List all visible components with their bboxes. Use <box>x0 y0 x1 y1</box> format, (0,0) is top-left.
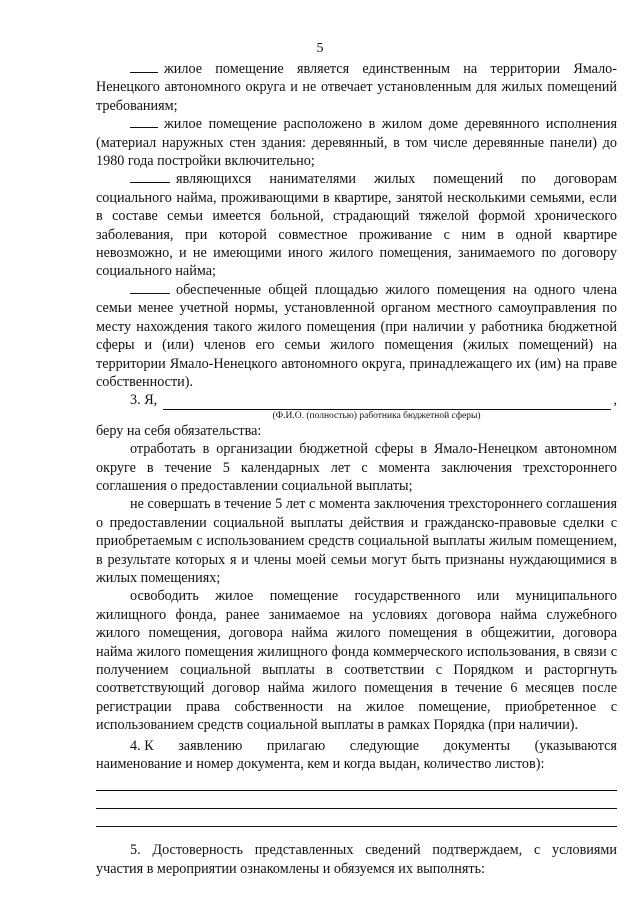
checkbox-blank[interactable] <box>130 60 158 73</box>
criterion-paragraph <box>96 281 617 391</box>
section4-word: 4. К <box>130 737 154 754</box>
documents-input-line[interactable] <box>96 791 617 809</box>
obligations-intro: беру на себя обязательства: <box>96 422 262 439</box>
criterion-text: жилое помещение расположено в жилом доме деревянного исполнения (материал наружных стен здания: деревянный, в том числе деревянные панели) до 1980 года постройки включительно; <box>96 116 617 170</box>
obligation-paragraph: не совершать в течение 5 лет с момента заключения трехстороннего соглашения о предоставлении социальной выплаты действия и гражданско-правовые сделки с приобретаемым с использованием средств социальной выплаты жилым помещением, в результате которых я и члены моей семьи могут быть признаны нуждающимися в жилых помещениях; <box>96 496 617 586</box>
criterion-paragraph <box>96 170 617 280</box>
section4 <box>96 737 617 828</box>
fio-line <box>96 391 617 409</box>
obligation-paragraph: отработать в организации бюджетной сферы в Ямало-Ненецком автономном округе в течение 5 календарных лет с момента заключения трехстороннего соглашения о предоставлении социальной выплаты; <box>96 441 617 494</box>
section4-word: документы <box>443 737 511 754</box>
section4-word: следующие <box>349 737 419 754</box>
section5 <box>96 841 617 878</box>
section5-text: 5. Достоверность представленных сведений подтверждаем, с условиями участия в мероприятии ознакомлены и обязуемся их выполнять: <box>96 842 617 877</box>
section4-word: заявлению <box>178 737 243 754</box>
section4-word: прилагаю <box>266 737 326 754</box>
section3-label: 3. Я, <box>130 392 158 409</box>
criterion-text: обеспеченные общей площадью жилого помещения на одного члена семьи менее учетной нормы, установленной органом местного самоуправления по месту нахождения такого жилого помещения (при наличии у работника бюджетной сферы и (или) членов его семьи жилого помещения (жилых помещений) на территории Ямало-Ненецкого автономного округа, принадлежащего их (им) на праве собственности). <box>96 281 617 390</box>
page-number: 5 <box>316 41 324 56</box>
fio-input-line[interactable] <box>163 395 611 410</box>
documents-input-line[interactable] <box>96 773 617 791</box>
checkbox-blank[interactable] <box>130 115 158 128</box>
checkbox-blank[interactable] <box>130 170 170 183</box>
section4-first-line <box>96 737 617 755</box>
obligation-paragraph: освободить жилое помещение государственного или муниципального жилищного фонда, ранее занимаемое на условиях договора найма служебного жилого помещения, договора найма жилого помещения в общежитии, договора найма жилого помещения жилищного фонда коммерческого использования, в связи с получением социальной выплаты в соответствии с Порядком и расторгнуть соответствующий договор найма жилого помещения в течение 6 месяцев после регистрации права собственности на жилое помещение, приобретенное с использованием средств социальной выплаты в рамках Порядка (при наличии). <box>96 588 617 734</box>
documents-input-line[interactable] <box>96 809 617 827</box>
section4-continuation: наименование и номер документа, кем и когда выдан, количество листов): <box>96 756 545 773</box>
spacer <box>96 827 617 841</box>
fio-comma: , <box>613 392 617 409</box>
criterion-text: являющихся нанимателями жилых помещений по договорам социального найма, проживающими в квартире, занятой несколькими семьями, если в составе семьи имеется больной, страдающий тяжелой формой хронического заболевания, при которой совместное проживание с ним в одной квартире невозможно, и не имеющими иного жилого помещения, занимаемого по договору социального найма; <box>96 171 617 280</box>
fio-caption: (Ф.И.О. (полностью) работника бюджетной сферы) <box>272 410 481 421</box>
criterion-paragraph <box>96 115 617 170</box>
checkbox-blank[interactable] <box>130 281 170 294</box>
criterion-text: жилое помещение является единственным на территории Ямало-Ненецкого автономного округа и не отвечает установленным для жилых помещений требованиям; <box>96 61 617 114</box>
document-body <box>96 60 617 878</box>
criterion-paragraph <box>96 60 617 115</box>
section4-word: (указываются <box>534 737 617 754</box>
